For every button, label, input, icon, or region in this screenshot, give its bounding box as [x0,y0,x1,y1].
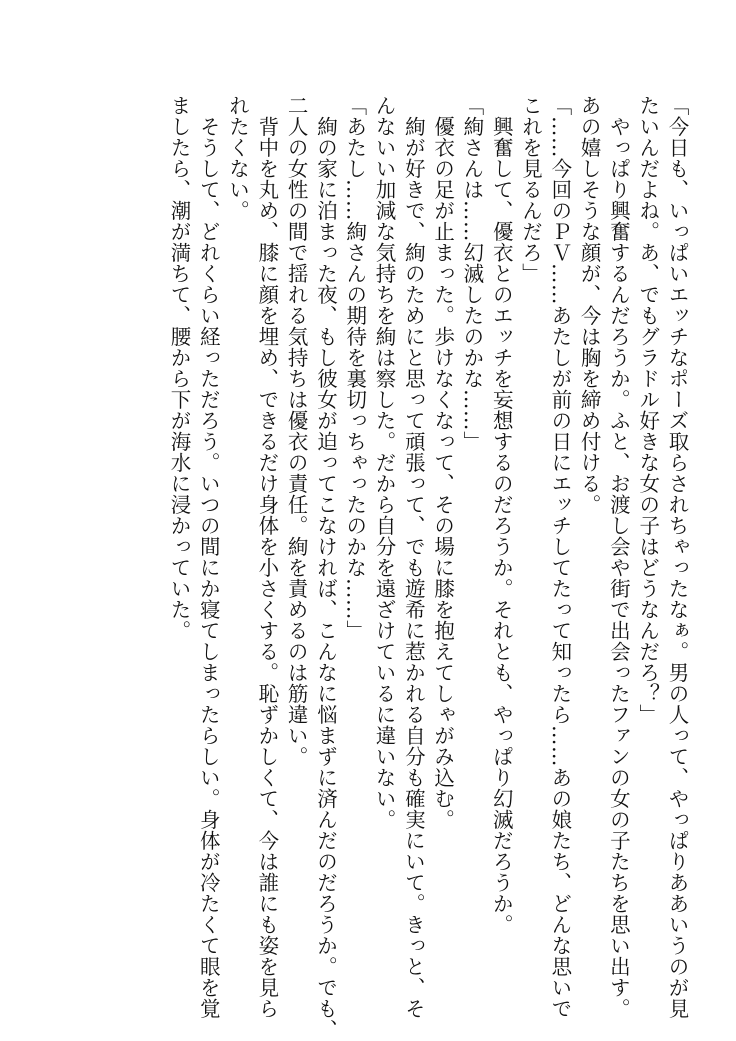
text-line: 興奮して、優衣とのエッチを妄想するのだろうか。それとも、やっぱり幻滅だろうか。 [489,95,514,935]
text-line: 「……今回のＰＶ……あたしが前の日にエッチしてたって知ったら……あの娘たち、どんな思いで [547,95,572,1019]
text-line: 背中を丸め、膝に顔を埋め、できるだけ身体を小さくする。恥ずかしくて、今は誰にも姿を見ら [254,95,279,1019]
text-line: 絢の家に泊まった夜、もし彼女が迫ってこなければ、こんなに悩まずに済んだのだろうか。でも、 [313,95,338,1040]
text-line: ましたら、潮が満ちて、腰から下が海水に浸かっていた。 [166,95,191,641]
text-line: 二人の女性の間で揺れる気持ちは優衣の責任。絢を責めるのは筋違い。 [284,95,309,767]
text-line: 「絢さんは……幻滅したのかな……」 [459,95,484,452]
text-line: 絢が好きで、絢のためにと思って頑張って、でも遊希に惹かれる自分も確実にいて。きっと、そ [401,95,426,1019]
text-line: んないい加減な気持ちを絢は察した。だから自分を遠ざけているに違いない。 [372,95,397,830]
text-line: あの嬉しそうな顔が、今は胸を締め付ける。 [577,95,602,515]
text-line: やっぱり興奮するんだろうか。ふと、お渡し会や街で出会ったファンの女の子たちを思い出す。 [606,95,631,1019]
text-line: れたくない。 [225,95,250,221]
text-line: 優衣の足が止まった。歩けなくなって、その場に膝を抱えてしゃがみ込む。 [430,95,455,830]
text-line: これを見るんだろ」 [518,95,543,284]
text-line: 「今日も、いっぱいエッチなポーズ取らされちゃったなぁ。男の人って、やっぱりああいうのが見 [665,95,689,1019]
text-line: たいんだよね。あ、でもグラドル好きな女の子はどうなんだろ？」 [635,95,660,725]
vertical-text-body [164,95,691,1040]
text-line: そうして、どれくらい経っただろう。いつの間にか寝てしまったらしい。身体が冷たくて眼を覚 [196,95,221,1019]
text-line: 「あたし……絢さんの期待を裏切っちゃったのかな……」 [342,95,367,641]
